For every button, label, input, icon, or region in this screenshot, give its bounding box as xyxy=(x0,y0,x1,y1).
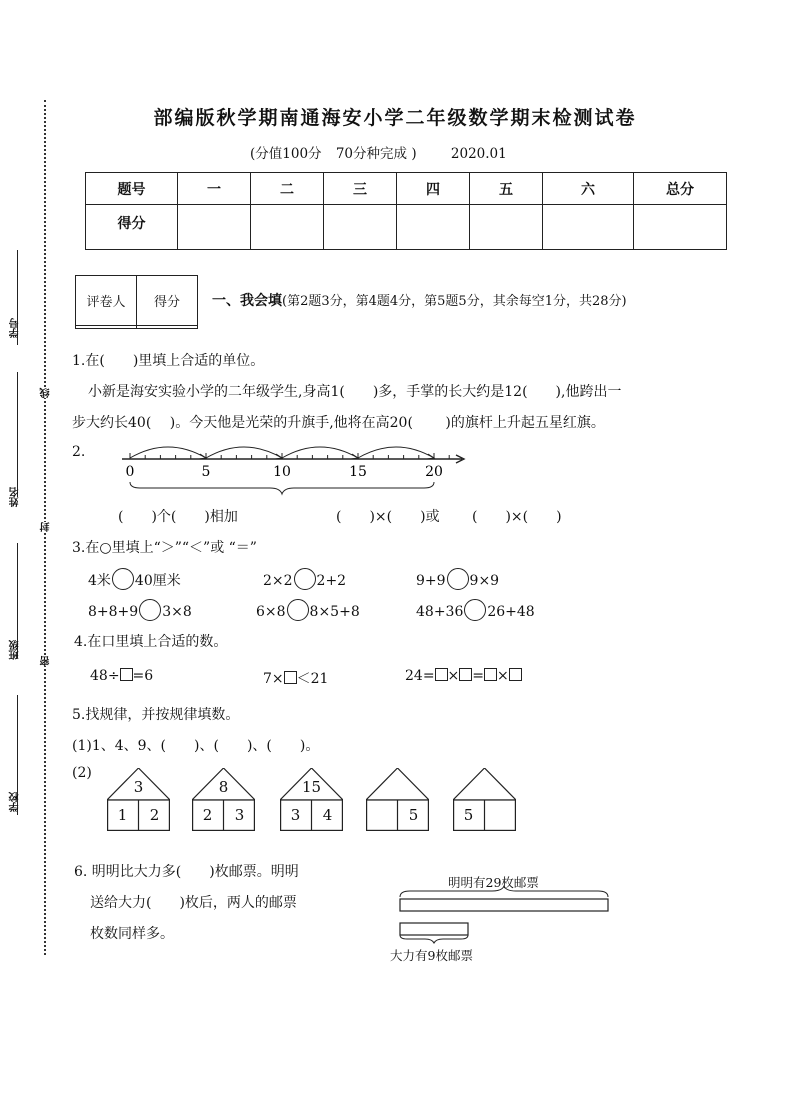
q2-number: 2. xyxy=(72,444,86,460)
compare-circle[interactable] xyxy=(139,599,161,621)
mark-feng: 封 xyxy=(41,522,52,532)
section1-heading: 一、我会填 xyxy=(212,293,282,309)
score-header-cell: 二 xyxy=(251,173,324,205)
score-header-cell: 一 xyxy=(178,173,251,205)
q3-item: 9+9 9×9 xyxy=(416,568,499,590)
subtitle-date: 2020.01 xyxy=(450,146,507,162)
mark-xian: 线 xyxy=(41,388,52,398)
stamp-bar-diagram xyxy=(395,884,615,944)
q3-item: 6×8 8×5+8 xyxy=(256,599,360,621)
jump-arc xyxy=(358,447,434,458)
name-label: 姓名 xyxy=(10,487,21,507)
score-header-cell: 五 xyxy=(470,173,543,205)
q3-item: 4米 40厘米 xyxy=(88,568,181,590)
score-header-cell: 题号 xyxy=(86,173,178,205)
answer-box[interactable] xyxy=(284,671,297,684)
tick-label: 10 xyxy=(273,464,291,480)
q1-line1: 小新是海安实验小学的二年级学生,身高1( )多，手掌的长大约是12( ),他跨出一 xyxy=(88,384,622,400)
label-mingming: 明明有29枚邮票 xyxy=(448,875,539,890)
score-cell[interactable] xyxy=(634,205,727,250)
house[interactable]: 5 xyxy=(453,768,516,831)
q4-expr1: 48÷ =6 xyxy=(90,668,154,684)
bar-mingming xyxy=(400,899,608,911)
q2-blank2: ( )×( )或 xyxy=(336,509,440,525)
score-header-cell: 三 xyxy=(324,173,397,205)
house[interactable]: 5 xyxy=(366,768,429,831)
answer-box[interactable] xyxy=(435,668,448,681)
q5-prompt: 5.找规律，并按规律填数。 xyxy=(72,707,240,723)
jump-arc xyxy=(206,447,282,458)
q4-expr3: 24= × = × xyxy=(405,668,522,684)
house: 3 1 2 xyxy=(107,768,170,831)
mark-mi: 密 xyxy=(41,656,52,666)
tick-label: 5 xyxy=(201,464,211,480)
q6-line3: 枚数同样多。 xyxy=(90,926,174,942)
label-dali: 大力有9枚邮票 xyxy=(390,948,473,963)
class-label: 班级 xyxy=(10,640,21,660)
score-cell[interactable] xyxy=(251,205,324,250)
grader-cell[interactable] xyxy=(76,326,137,329)
q2-blank3: ( )×( ) xyxy=(472,509,562,525)
q3-item: 8+8+9 3×8 xyxy=(88,599,192,621)
q6-line1: 6. 明明比大力多( )枚邮票。明明 xyxy=(74,864,299,880)
q5-part1: (1)1、4、9、( )、( )、( )。 xyxy=(72,738,320,754)
q6-line2: 送给大力( )枚后，两人的邮票 xyxy=(90,895,297,911)
grader-score-label: 得分 xyxy=(137,276,198,326)
bar-dali xyxy=(400,923,468,935)
student-id-label: 学号 xyxy=(10,318,21,338)
jump-arc xyxy=(130,447,206,458)
answer-box[interactable] xyxy=(120,668,133,681)
subtitle-time: 70分种完成 ) xyxy=(335,146,417,162)
school-label: 学校 xyxy=(10,792,21,812)
brace-bottom xyxy=(400,935,468,943)
name-line xyxy=(17,372,18,497)
jump-arc xyxy=(282,447,358,458)
compare-circle[interactable] xyxy=(112,568,134,590)
score-cell[interactable] xyxy=(397,205,470,250)
compare-circle[interactable] xyxy=(287,599,309,621)
grader-score-cell[interactable] xyxy=(137,326,198,329)
page-title: 部编版秋学期南通海安小学二年级数学期末检测试卷 xyxy=(153,107,637,129)
subtitle-score: (分值100分 xyxy=(250,146,322,162)
score-table xyxy=(85,172,727,250)
brace-top xyxy=(400,886,608,897)
score-header-cell: 四 xyxy=(397,173,470,205)
tick-label: 15 xyxy=(349,464,367,480)
q3-item: 2×2 2+2 xyxy=(263,568,346,590)
compare-circle[interactable] xyxy=(294,568,316,590)
brace xyxy=(130,482,434,494)
q3-prompt: 3.在○里填上“＞”“＜”或 “＝” xyxy=(72,540,257,556)
house: 15 3 4 xyxy=(280,768,343,831)
score-cell[interactable] xyxy=(324,205,397,250)
score-cell[interactable] xyxy=(543,205,634,250)
q3-item: 48+36 26+48 xyxy=(416,599,535,621)
grader-table xyxy=(75,275,198,329)
score-cell[interactable] xyxy=(470,205,543,250)
tick-label: 0 xyxy=(125,464,135,480)
q4-prompt: 4.在口里填上合适的数。 xyxy=(74,634,228,650)
score-cell[interactable] xyxy=(178,205,251,250)
q5-part2-label: (2) xyxy=(72,765,92,781)
q4-expr2: 7× ＜21 xyxy=(263,671,329,687)
score-header-cell: 六 xyxy=(543,173,634,205)
compare-circle[interactable] xyxy=(447,568,469,590)
tick-label: 20 xyxy=(425,464,443,480)
section1-header xyxy=(212,287,757,316)
score-header-cell: 总分 xyxy=(634,173,727,205)
answer-box[interactable] xyxy=(509,668,522,681)
house: 8 2 3 xyxy=(192,768,255,831)
grader-label: 评卷人 xyxy=(76,276,137,326)
section1-note: (第2题3分，第4题4分，第5题5分，其余每空1分，共28分) xyxy=(282,294,627,309)
q1-prompt: 1.在( )里填上合适的单位。 xyxy=(72,353,265,369)
score-row-label: 得分 xyxy=(86,205,178,250)
answer-box[interactable] xyxy=(484,668,497,681)
subtitle xyxy=(250,142,517,162)
number-line xyxy=(100,432,475,496)
q2-blank1: ( )个( )相加 xyxy=(118,509,238,525)
answer-box[interactable] xyxy=(459,668,472,681)
q1-line2: 步大约长40( )。今天他是光荣的升旗手,他将在高20( )的旗杆上升起五星红旗。 xyxy=(72,415,605,431)
compare-circle[interactable] xyxy=(464,599,486,621)
